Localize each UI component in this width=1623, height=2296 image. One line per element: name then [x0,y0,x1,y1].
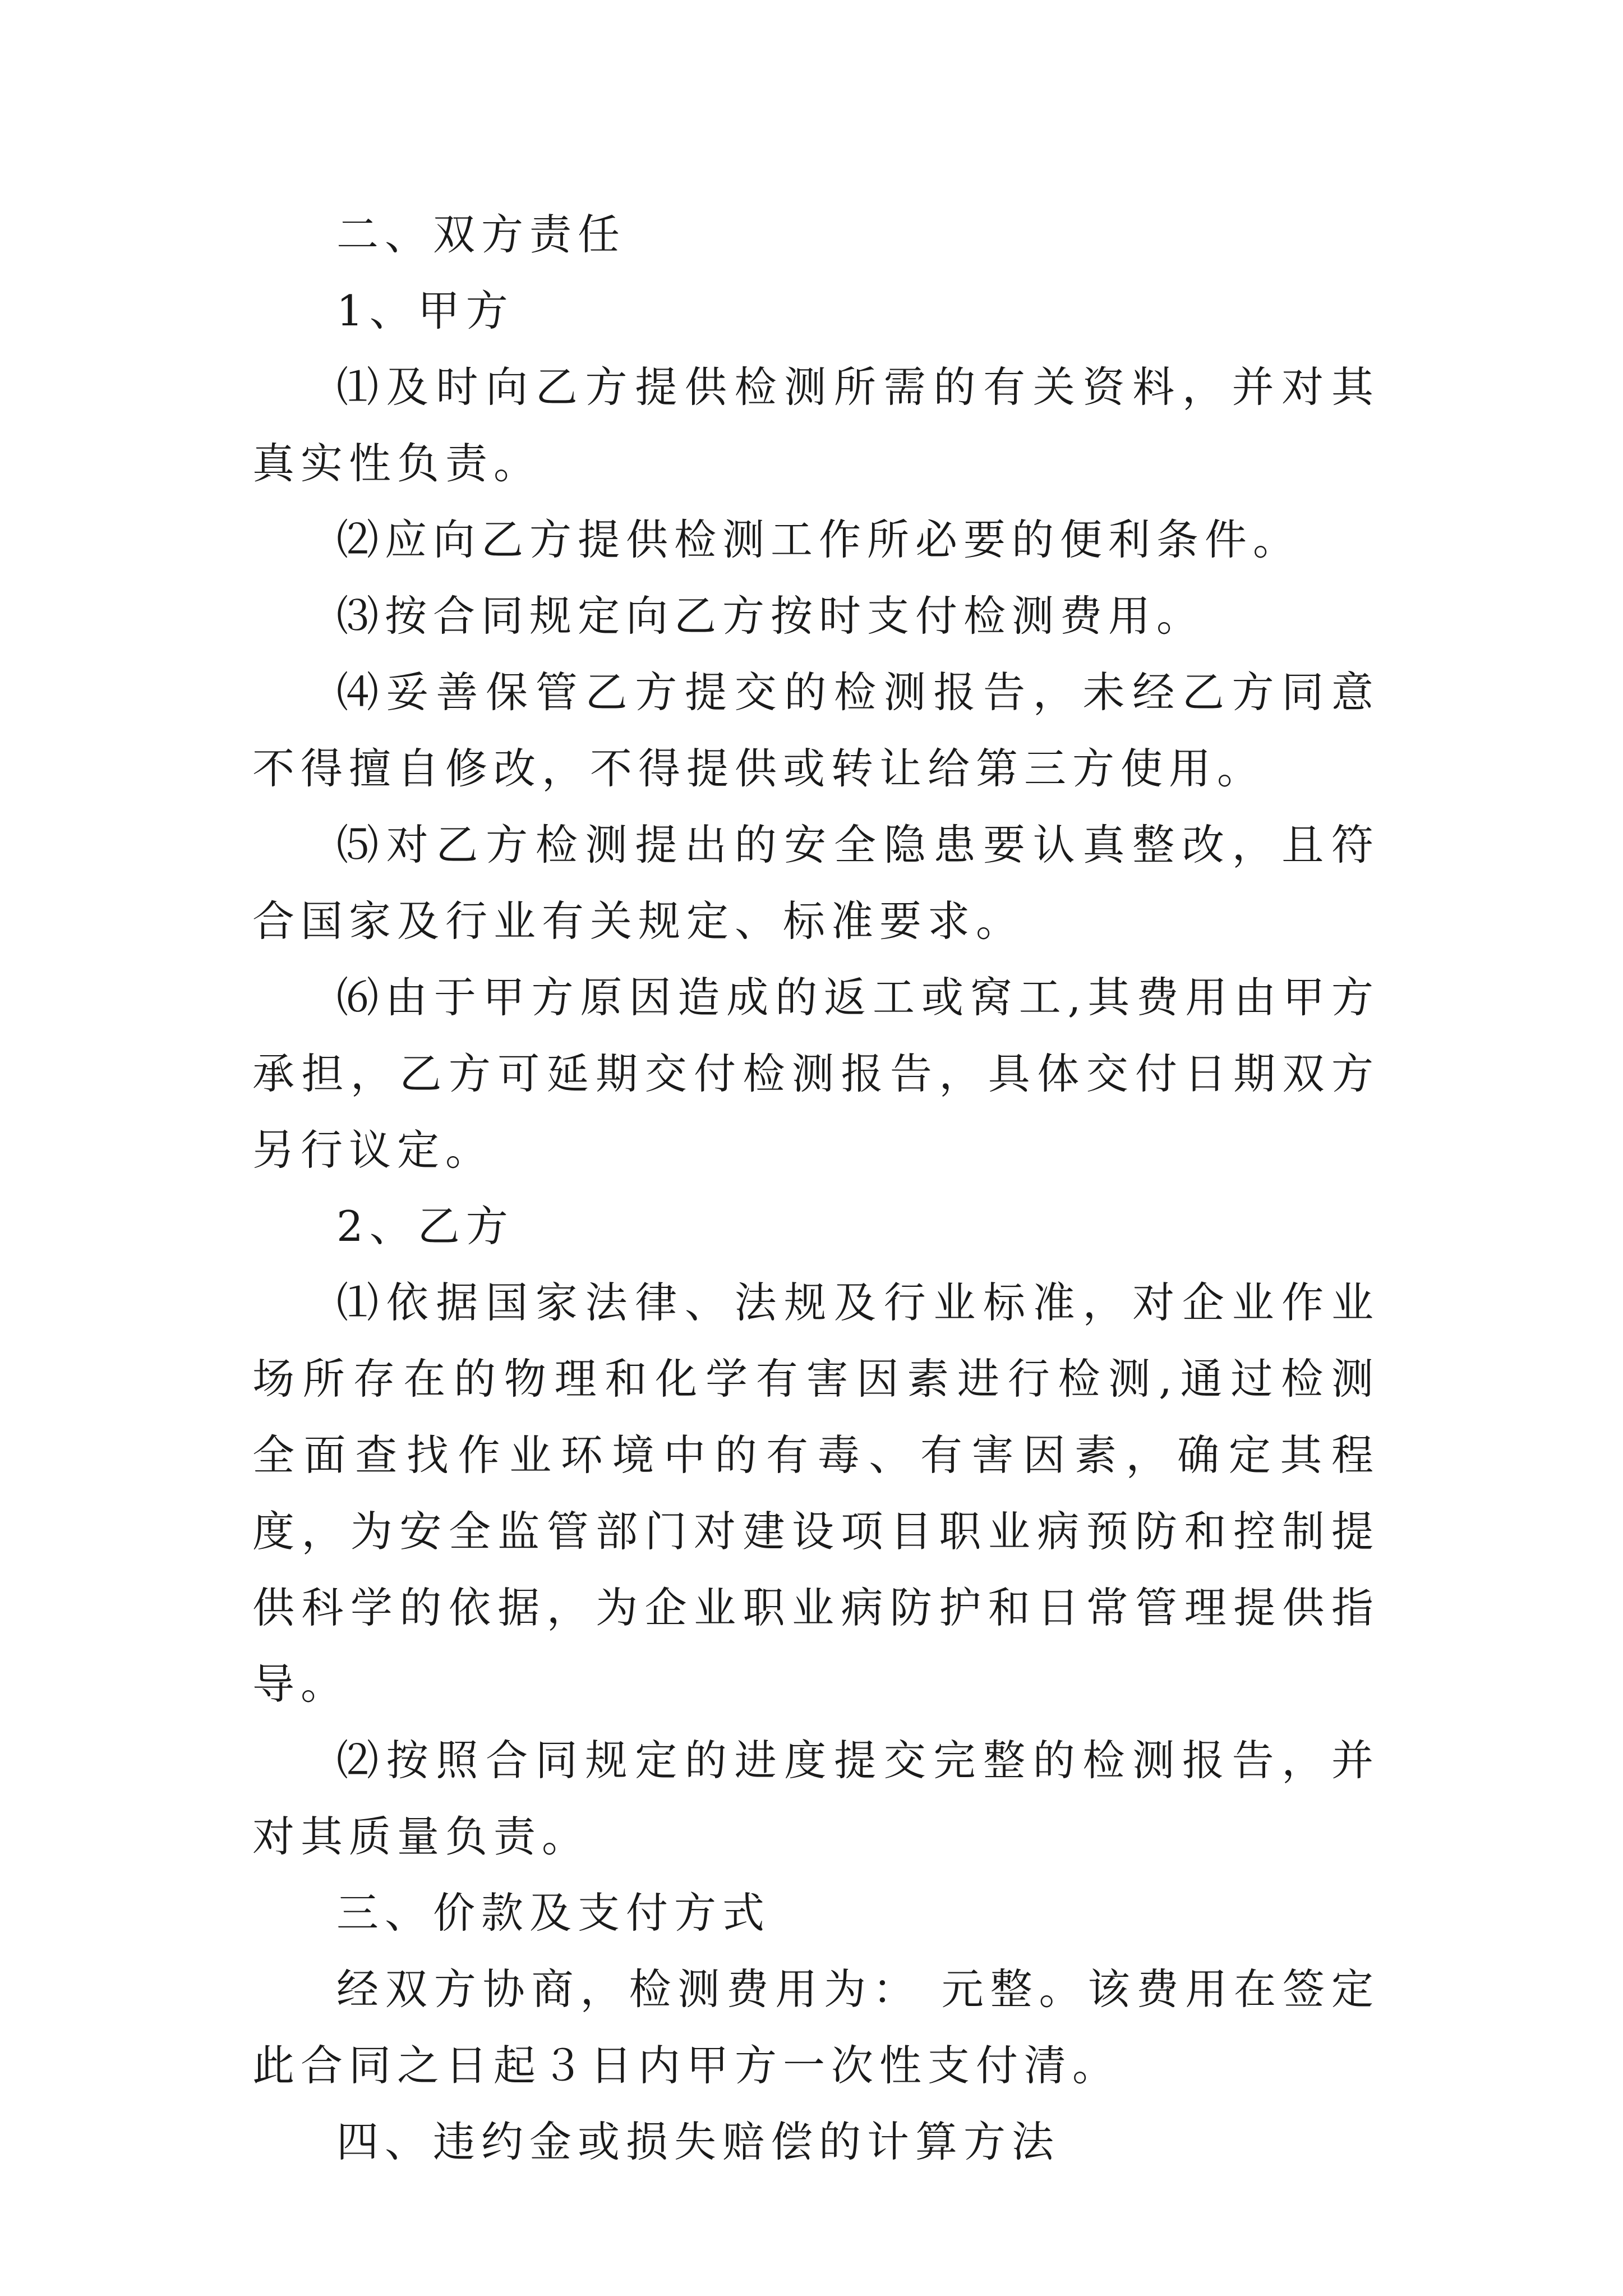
party-a-item-5: ⑸对乙方检测提出的安全隐患要认真整改，且符合国家及行业有关规定、标准要求。 [252,820,1380,946]
subsection-heading-party-a: 1、甲方 [336,286,514,335]
subsection-heading-party-b: 2、乙方 [336,1202,514,1251]
party-a-item-3: ⑶按合同规定向乙方按时支付检测费用。 [336,591,1205,641]
party-b-item-1: ⑴依据国家法律、法规及行业标准，对企业作业场所存在的物理和化学有害因素进行检测,通过检测全面查找作业环境中的有毒、有害因素，确定其程度，为安全监管部门对建设项目职业病预防和控制提供科学的依据，为企业职业病防护和日常管理提供指导。 [252,1278,1380,1709]
section-heading-price-payment: 三、价款及支付方式 [336,1888,771,1938]
party-a-item-4: ⑷妥善保管乙方提交的检测报告，未经乙方同意不得擅自修改，不得提供或转让给第三方使用。 [252,668,1380,793]
document-body [252,196,1380,2180]
section-heading-penalty: 四、违约金或损失赔偿的计算方法 [336,2117,1061,2166]
party-b-item-2: ⑵按照合同规定的进度提交完整的检测报告，并对其质量负责。 [252,1736,1380,1861]
price-payment-text: 经双方协商，检测费用为： 元整。该费用在签定此合同之日起３日内甲方一次性支付清。 [252,1964,1380,2090]
party-a-item-1: ⑴及时向乙方提供检测所需的有关资料，并对其真实性负责。 [252,362,1380,488]
party-a-item-6: ⑹由于甲方原因造成的返工或窝工,其费用由甲方承担，乙方可延期交付检测报告，具体交付日期双方另行议定。 [252,973,1380,1175]
section-heading-responsibilities: 二、双方责任 [336,210,626,259]
party-a-item-2: ⑵应向乙方提供检测工作所必要的便利条件。 [336,515,1302,564]
